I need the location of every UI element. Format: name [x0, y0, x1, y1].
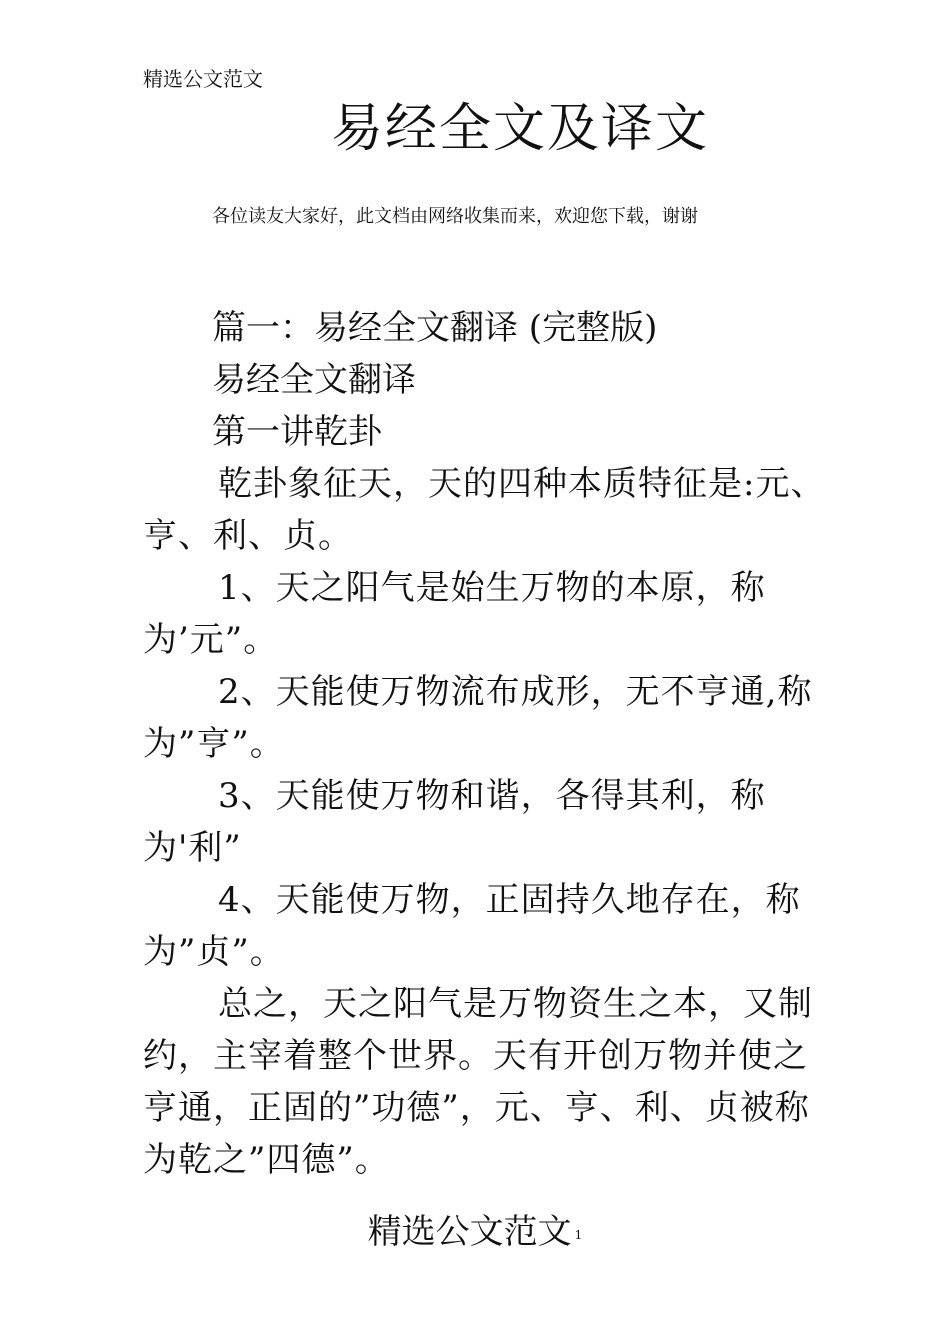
paragraph: 2、天能使万物流布成形，无不亨通,称为”亨”。 [143, 672, 813, 764]
document-body [143, 302, 833, 1186]
header-mark: 精选公文范文 [143, 67, 263, 91]
notice-text: 各位读友大家好，此文档由网络收集而来，欢迎您下载，谢谢 [212, 206, 698, 227]
section-heading: 篇一：易经全文翻译 (完整版) [212, 308, 658, 348]
page-footer [0, 1210, 950, 1261]
paragraph: 3、天能使万物和谐，各得其利，称为'利” [143, 776, 766, 868]
footer-label: 精选公文范文 [367, 1212, 572, 1252]
paragraph: 总之，天之阳气是万物资生之本，又制约，主宰着整个世界。天有开创万物并使之亨通，正固的”功德”，元、亨、利、贞被称为乾之”四德”。 [143, 984, 813, 1180]
document-title: 易经全文及译文 [330, 99, 709, 159]
paragraph: 乾卦象征天，天的四种本质特征是:元、亨、利、贞。 [143, 464, 826, 556]
paragraph: 4、天能使万物，正固持久地存在，称为”贞”。 [143, 880, 801, 972]
page-number: 1 [574, 1228, 583, 1242]
lecture-heading: 第一讲乾卦 [212, 412, 382, 452]
subheading: 易经全文翻译 [212, 360, 416, 400]
paragraph: 1、天之阳气是始生万物的本原，称为’元”。 [143, 568, 766, 660]
